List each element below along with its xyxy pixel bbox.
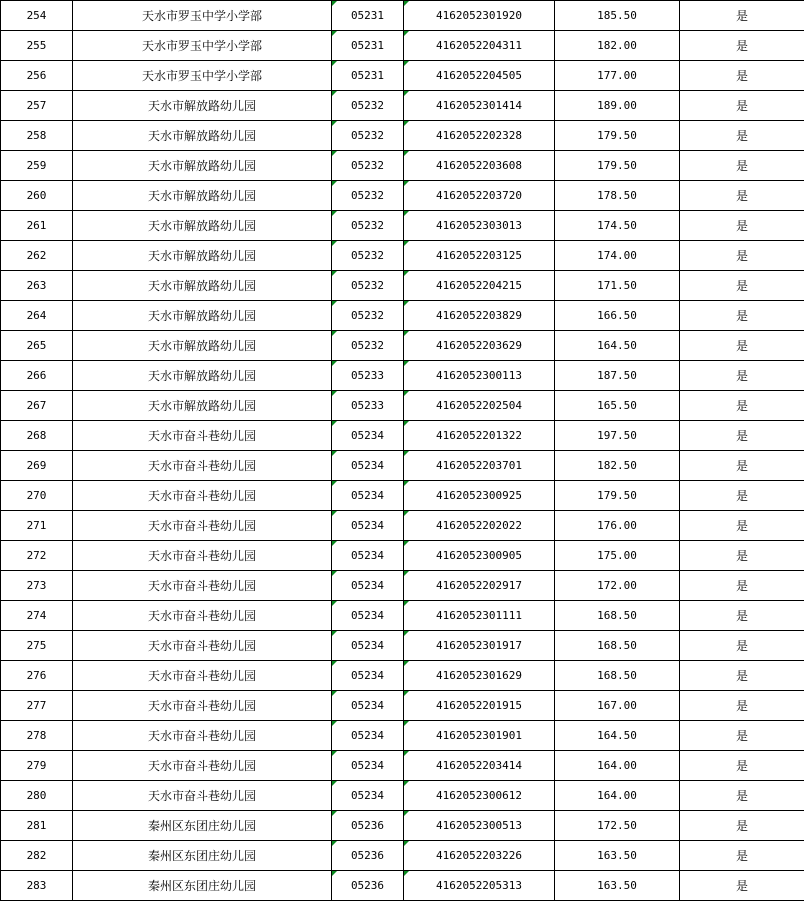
qualified-flag-cell: 是 (680, 721, 804, 751)
qualified-flag-cell: 是 (680, 571, 804, 601)
qualified-flag-cell: 是 (680, 541, 804, 571)
exam-number-cell: 4162052301920 (404, 1, 555, 31)
school-name-cell: 天水市奋斗巷幼儿园 (73, 571, 332, 601)
school-name-cell: 天水市解放路幼儿园 (73, 151, 332, 181)
exam-number-cell: 4162052301414 (404, 91, 555, 121)
school-name-cell: 天水市奋斗巷幼儿园 (73, 721, 332, 751)
table-row (1, 481, 804, 511)
row-number-cell: 281 (1, 811, 73, 841)
post-code-cell: 05234 (332, 721, 404, 751)
exam-number-cell: 4162052203125 (404, 241, 555, 271)
row-number-cell: 255 (1, 31, 73, 61)
post-code-cell: 05231 (332, 31, 404, 61)
score-cell: 179.50 (555, 121, 680, 151)
row-number-cell: 254 (1, 1, 73, 31)
score-cell: 174.00 (555, 241, 680, 271)
post-code-cell: 05234 (332, 571, 404, 601)
qualified-flag-cell: 是 (680, 661, 804, 691)
exam-number-cell: 4162052203226 (404, 841, 555, 871)
exam-number-cell: 4162052300113 (404, 361, 555, 391)
school-name-cell: 天水市奋斗巷幼儿园 (73, 601, 332, 631)
score-cell: 164.00 (555, 781, 680, 811)
qualified-flag-cell: 是 (680, 151, 804, 181)
school-name-cell: 天水市解放路幼儿园 (73, 271, 332, 301)
row-number-cell: 265 (1, 331, 73, 361)
score-cell: 164.00 (555, 751, 680, 781)
qualified-flag-cell: 是 (680, 481, 804, 511)
score-cell: 168.50 (555, 601, 680, 631)
score-cell: 179.50 (555, 481, 680, 511)
school-name-cell: 天水市解放路幼儿园 (73, 361, 332, 391)
school-name-cell: 天水市解放路幼儿园 (73, 91, 332, 121)
exam-number-cell: 4162052300905 (404, 541, 555, 571)
exam-number-cell: 4162052300513 (404, 811, 555, 841)
score-cell: 163.50 (555, 841, 680, 871)
qualified-flag-cell: 是 (680, 31, 804, 61)
post-code-cell: 05232 (332, 91, 404, 121)
table-row (1, 241, 804, 271)
post-code-cell: 05234 (332, 631, 404, 661)
exam-number-cell: 4162052203701 (404, 451, 555, 481)
score-cell: 175.00 (555, 541, 680, 571)
row-number-cell: 278 (1, 721, 73, 751)
qualified-flag-cell: 是 (680, 181, 804, 211)
score-cell: 165.50 (555, 391, 680, 421)
exam-number-cell: 4162052201322 (404, 421, 555, 451)
qualified-flag-cell: 是 (680, 61, 804, 91)
qualified-flag-cell: 是 (680, 241, 804, 271)
qualified-flag-cell: 是 (680, 451, 804, 481)
post-code-cell: 05232 (332, 151, 404, 181)
row-number-cell: 256 (1, 61, 73, 91)
qualified-flag-cell: 是 (680, 691, 804, 721)
school-name-cell: 天水市解放路幼儿园 (73, 331, 332, 361)
row-number-cell: 277 (1, 691, 73, 721)
score-cell: 189.00 (555, 91, 680, 121)
score-cell: 174.50 (555, 211, 680, 241)
post-code-cell: 05236 (332, 811, 404, 841)
table-row (1, 841, 804, 871)
exam-number-cell: 4162052300925 (404, 481, 555, 511)
qualified-flag-cell: 是 (680, 91, 804, 121)
school-name-cell: 天水市解放路幼儿园 (73, 211, 332, 241)
post-code-cell: 05232 (332, 241, 404, 271)
table-row (1, 631, 804, 661)
row-number-cell: 272 (1, 541, 73, 571)
row-number-cell: 269 (1, 451, 73, 481)
post-code-cell: 05234 (332, 451, 404, 481)
qualified-flag-cell: 是 (680, 361, 804, 391)
post-code-cell: 05234 (332, 481, 404, 511)
qualified-flag-cell: 是 (680, 301, 804, 331)
table-row (1, 571, 804, 601)
post-code-cell: 05231 (332, 1, 404, 31)
row-number-cell: 257 (1, 91, 73, 121)
exam-number-cell: 4162052300612 (404, 781, 555, 811)
score-cell: 177.00 (555, 61, 680, 91)
exam-number-cell: 4162052204215 (404, 271, 555, 301)
row-number-cell: 267 (1, 391, 73, 421)
school-name-cell: 秦州区东团庄幼儿园 (73, 841, 332, 871)
score-cell: 167.00 (555, 691, 680, 721)
post-code-cell: 05234 (332, 751, 404, 781)
row-number-cell: 271 (1, 511, 73, 541)
row-number-cell: 258 (1, 121, 73, 151)
post-code-cell: 05234 (332, 781, 404, 811)
exam-number-cell: 4162052301111 (404, 601, 555, 631)
school-name-cell: 天水市解放路幼儿园 (73, 181, 332, 211)
row-number-cell: 280 (1, 781, 73, 811)
school-name-cell: 秦州区东团庄幼儿园 (73, 871, 332, 901)
table-row (1, 421, 804, 451)
exam-number-cell: 4162052204505 (404, 61, 555, 91)
exam-number-cell: 4162052203629 (404, 331, 555, 361)
table-row (1, 511, 804, 541)
school-name-cell: 天水市奋斗巷幼儿园 (73, 511, 332, 541)
school-name-cell: 天水市奋斗巷幼儿园 (73, 451, 332, 481)
post-code-cell: 05236 (332, 841, 404, 871)
school-name-cell: 天水市奋斗巷幼儿园 (73, 751, 332, 781)
row-number-cell: 268 (1, 421, 73, 451)
score-cell: 163.50 (555, 871, 680, 901)
qualified-flag-cell: 是 (680, 1, 804, 31)
score-cell: 182.50 (555, 451, 680, 481)
exam-number-cell: 4162052204311 (404, 31, 555, 61)
score-cell: 182.00 (555, 31, 680, 61)
score-cell: 178.50 (555, 181, 680, 211)
row-number-cell: 273 (1, 571, 73, 601)
row-number-cell: 263 (1, 271, 73, 301)
table-row (1, 211, 804, 241)
exam-number-cell: 4162052205313 (404, 871, 555, 901)
row-number-cell: 266 (1, 361, 73, 391)
table-row (1, 391, 804, 421)
exam-number-cell: 4162052202022 (404, 511, 555, 541)
score-cell: 187.50 (555, 361, 680, 391)
qualified-flag-cell: 是 (680, 781, 804, 811)
score-cell: 164.50 (555, 721, 680, 751)
score-cell: 168.50 (555, 631, 680, 661)
school-name-cell: 天水市奋斗巷幼儿园 (73, 691, 332, 721)
table-row (1, 361, 804, 391)
table-row (1, 181, 804, 211)
post-code-cell: 05231 (332, 61, 404, 91)
school-name-cell: 天水市奋斗巷幼儿园 (73, 631, 332, 661)
school-name-cell: 天水市解放路幼儿园 (73, 391, 332, 421)
exam-number-cell: 4162052203414 (404, 751, 555, 781)
post-code-cell: 05232 (332, 271, 404, 301)
row-number-cell: 275 (1, 631, 73, 661)
table-row (1, 811, 804, 841)
school-name-cell: 天水市罗玉中学小学部 (73, 61, 332, 91)
table-row (1, 1, 804, 31)
post-code-cell: 05233 (332, 391, 404, 421)
school-name-cell: 天水市奋斗巷幼儿园 (73, 481, 332, 511)
table-row (1, 121, 804, 151)
qualified-flag-cell: 是 (680, 871, 804, 901)
school-name-cell: 天水市解放路幼儿园 (73, 301, 332, 331)
table-row (1, 61, 804, 91)
score-cell: 171.50 (555, 271, 680, 301)
qualified-flag-cell: 是 (680, 271, 804, 301)
qualified-flag-cell: 是 (680, 751, 804, 781)
row-number-cell: 282 (1, 841, 73, 871)
qualified-flag-cell: 是 (680, 211, 804, 241)
table-row (1, 871, 804, 901)
exam-number-cell: 4162052202328 (404, 121, 555, 151)
score-cell: 172.00 (555, 571, 680, 601)
exam-number-cell: 4162052303013 (404, 211, 555, 241)
school-name-cell: 天水市奋斗巷幼儿园 (73, 661, 332, 691)
table-row (1, 691, 804, 721)
qualified-flag-cell: 是 (680, 391, 804, 421)
school-name-cell: 天水市奋斗巷幼儿园 (73, 781, 332, 811)
table-row (1, 721, 804, 751)
score-cell: 185.50 (555, 1, 680, 31)
qualified-flag-cell: 是 (680, 811, 804, 841)
exam-number-cell: 4162052202504 (404, 391, 555, 421)
row-number-cell: 259 (1, 151, 73, 181)
row-number-cell: 274 (1, 601, 73, 631)
post-code-cell: 05232 (332, 301, 404, 331)
table-row (1, 451, 804, 481)
school-name-cell: 天水市奋斗巷幼儿园 (73, 421, 332, 451)
post-code-cell: 05234 (332, 421, 404, 451)
row-number-cell: 261 (1, 211, 73, 241)
score-cell: 197.50 (555, 421, 680, 451)
row-number-cell: 264 (1, 301, 73, 331)
row-number-cell: 276 (1, 661, 73, 691)
row-number-cell: 283 (1, 871, 73, 901)
school-name-cell: 天水市解放路幼儿园 (73, 241, 332, 271)
qualified-flag-cell: 是 (680, 631, 804, 661)
post-code-cell: 05232 (332, 121, 404, 151)
table-row (1, 751, 804, 781)
table-row (1, 331, 804, 361)
post-code-cell: 05232 (332, 211, 404, 241)
score-cell: 168.50 (555, 661, 680, 691)
post-code-cell: 05234 (332, 541, 404, 571)
post-code-cell: 05236 (332, 871, 404, 901)
qualified-flag-cell: 是 (680, 421, 804, 451)
qualified-flag-cell: 是 (680, 601, 804, 631)
row-number-cell: 260 (1, 181, 73, 211)
table-row (1, 661, 804, 691)
school-name-cell: 秦州区东团庄幼儿园 (73, 811, 332, 841)
post-code-cell: 05234 (332, 691, 404, 721)
school-name-cell: 天水市罗玉中学小学部 (73, 31, 332, 61)
score-cell: 166.50 (555, 301, 680, 331)
exam-number-cell: 4162052201915 (404, 691, 555, 721)
table-row (1, 541, 804, 571)
score-cell: 179.50 (555, 151, 680, 181)
row-number-cell: 270 (1, 481, 73, 511)
table-row (1, 601, 804, 631)
table-row (1, 781, 804, 811)
exam-number-cell: 4162052203829 (404, 301, 555, 331)
qualified-flag-cell: 是 (680, 331, 804, 361)
table-row (1, 271, 804, 301)
post-code-cell: 05234 (332, 661, 404, 691)
post-code-cell: 05234 (332, 601, 404, 631)
table-row (1, 91, 804, 121)
post-code-cell: 05232 (332, 181, 404, 211)
score-cell: 172.50 (555, 811, 680, 841)
score-cell: 164.50 (555, 331, 680, 361)
score-cell: 176.00 (555, 511, 680, 541)
exam-number-cell: 4162052301901 (404, 721, 555, 751)
row-number-cell: 279 (1, 751, 73, 781)
qualified-flag-cell: 是 (680, 121, 804, 151)
school-name-cell: 天水市解放路幼儿园 (73, 121, 332, 151)
school-name-cell: 天水市罗玉中学小学部 (73, 1, 332, 31)
exam-number-cell: 4162052202917 (404, 571, 555, 601)
qualified-flag-cell: 是 (680, 841, 804, 871)
row-number-cell: 262 (1, 241, 73, 271)
table-row (1, 151, 804, 181)
exam-number-cell: 4162052203720 (404, 181, 555, 211)
table-row (1, 31, 804, 61)
school-name-cell: 天水市奋斗巷幼儿园 (73, 541, 332, 571)
table-row (1, 301, 804, 331)
exam-number-cell: 4162052301917 (404, 631, 555, 661)
exam-number-cell: 4162052301629 (404, 661, 555, 691)
post-code-cell: 05232 (332, 331, 404, 361)
post-code-cell: 05234 (332, 511, 404, 541)
qualified-flag-cell: 是 (680, 511, 804, 541)
post-code-cell: 05233 (332, 361, 404, 391)
exam-number-cell: 4162052203608 (404, 151, 555, 181)
